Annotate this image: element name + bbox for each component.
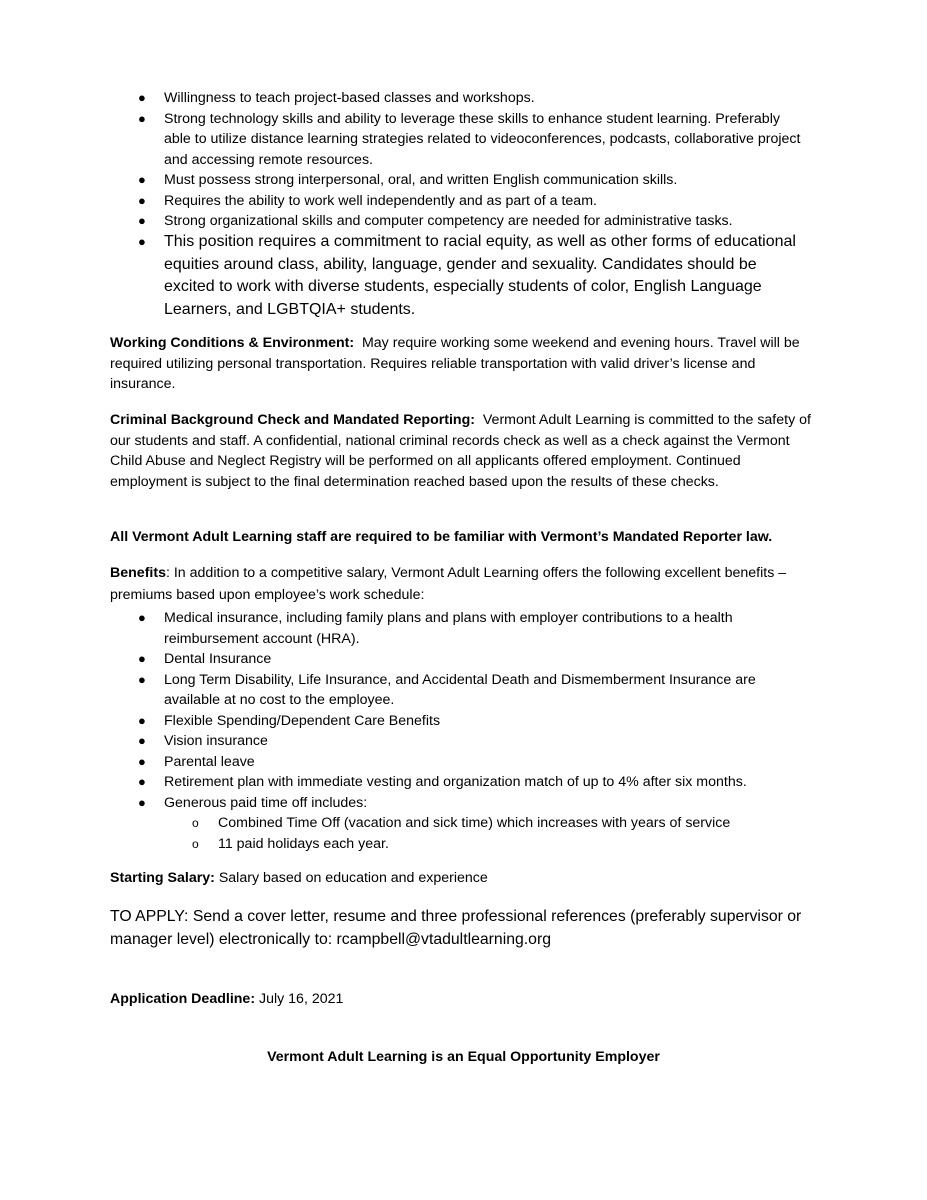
bullet-icon: ●: [138, 712, 146, 728]
equity-list: [110, 231, 810, 321]
working-conditions-heading: Working Conditions & Environment:: [110, 335, 355, 351]
eoe-statement: Vermont Adult Learning is an Equal Opportunity Employer: [267, 1049, 660, 1065]
benefits-heading: Benefits: [110, 565, 166, 581]
bullet-icon: ●: [138, 110, 146, 126]
bullet-icon: ●: [138, 610, 146, 625]
list-item: ● Requires the ability to work well independently and as part of a team.: [110, 191, 810, 212]
list-item: ● Must possess strong interpersonal, oral, and written English communication skills.: [110, 170, 810, 191]
background-check: [110, 410, 820, 492]
list-item: ● Strong technology skills and ability to leverage these skills to enhance student learning. Preferably able to utilize distance learning strategies related to videoconferences, podcasts, collaborative project and accessing remote resources.: [138, 110, 801, 168]
bullet-icon: ●: [138, 733, 146, 748]
list-item: ● Strong organizational skills and computer competency are needed for administrative tasks.: [110, 211, 810, 232]
background-check-text: Vermont Adult Learning is committed to the safety of our students and staff. A confidential, national criminal records check as well as a check against the Vermont Child Abuse and Neglect Registry will be performed on all applicants offered employment. Continued employment is subject to the final determination reached based upon the results of these checks.: [110, 412, 811, 490]
bullet-icon: ●: [138, 651, 146, 666]
requirements-list: [110, 88, 810, 232]
list-item: ● Willingness to teach project-based classes and workshops.: [110, 88, 810, 109]
list-item: ● Medical insurance, including family plans and plans with employer contributions to a health reimbursement account (HRA).: [138, 610, 733, 647]
circle-bullet-icon: o: [192, 836, 199, 851]
list-item: ● Long Term Disability, Life Insurance, and Accidental Death and Dismemberment Insurance are available at no cost to the employee.: [138, 671, 756, 708]
starting-salary: [110, 868, 820, 889]
bullet-icon: ●: [138, 794, 146, 810]
list-item: ● This position requires a commitment to racial equity, as well as other forms of educational equities around class, ability, language, gender and sexuality. Candidates should be excited to work with diverse students, especially students of color, English Language Learners, and LGBTQIA+ students.: [138, 233, 796, 318]
application-deadline-heading: Application Deadline:: [110, 991, 256, 1007]
benefits-intro-text: : In addition to a competitive salary, Vermont Adult Learning offers the following excellent benefits – premiums based upon employee’s work schedule:: [110, 565, 787, 603]
list-item: o 11 paid holidays each year.: [164, 834, 810, 855]
bullet-icon: ●: [138, 213, 146, 228]
bullet-icon: ●: [138, 234, 146, 249]
list-item: ● Dental Insurance: [110, 649, 810, 670]
mandated-reporter-notice: All Vermont Adult Learning staff are required to be familiar with Vermont’s Mandated Reporter law.: [110, 529, 773, 545]
apply-instructions: TO APPLY: Send a cover letter, resume and three professional references (preferably supervisor or manager level) electronically to: rcampbell@vtadultlearning.org: [110, 908, 802, 948]
starting-salary-text: Salary based on education and experience: [218, 870, 488, 886]
bullet-icon: ●: [138, 671, 146, 687]
bullet-icon: ●: [138, 774, 146, 789]
working-conditions-text: May require working some weekend and evening hours. Travel will be required utilizing personal transportation. Requires reliable transportation with valid driver’s license and insurance.: [110, 335, 800, 393]
time-off-list: [164, 813, 810, 854]
benefits-intro: [110, 562, 820, 606]
list-item: ● Flexible Spending/Dependent Care Benefits: [110, 711, 810, 732]
application-deadline-date: July 16, 2021: [259, 991, 344, 1007]
bullet-icon: ●: [138, 90, 146, 105]
bullet-icon: ●: [138, 192, 146, 208]
starting-salary-heading: Starting Salary:: [110, 870, 215, 886]
application-deadline: [110, 989, 820, 1010]
bullet-icon: ●: [138, 172, 146, 187]
list-item: ● Generous paid time off includes: o Combined Time Off (vacation and sick time) which increases with years of service o 11 paid holidays each year.: [110, 793, 810, 855]
benefits-list: [110, 608, 810, 854]
bullet-icon: ●: [138, 753, 146, 769]
background-check-heading: Criminal Background Check and Mandated Reporting:: [110, 412, 475, 428]
list-item: ● Retirement plan with immediate vesting and organization match of up to 4% after six months.: [110, 772, 810, 793]
circle-bullet-icon: o: [192, 816, 199, 830]
working-conditions: [110, 333, 820, 395]
list-item: o Combined Time Off (vacation and sick time) which increases with years of service: [164, 813, 810, 834]
list-item: ● Vision insurance: [110, 731, 810, 752]
list-item: ● Parental leave: [110, 752, 810, 773]
